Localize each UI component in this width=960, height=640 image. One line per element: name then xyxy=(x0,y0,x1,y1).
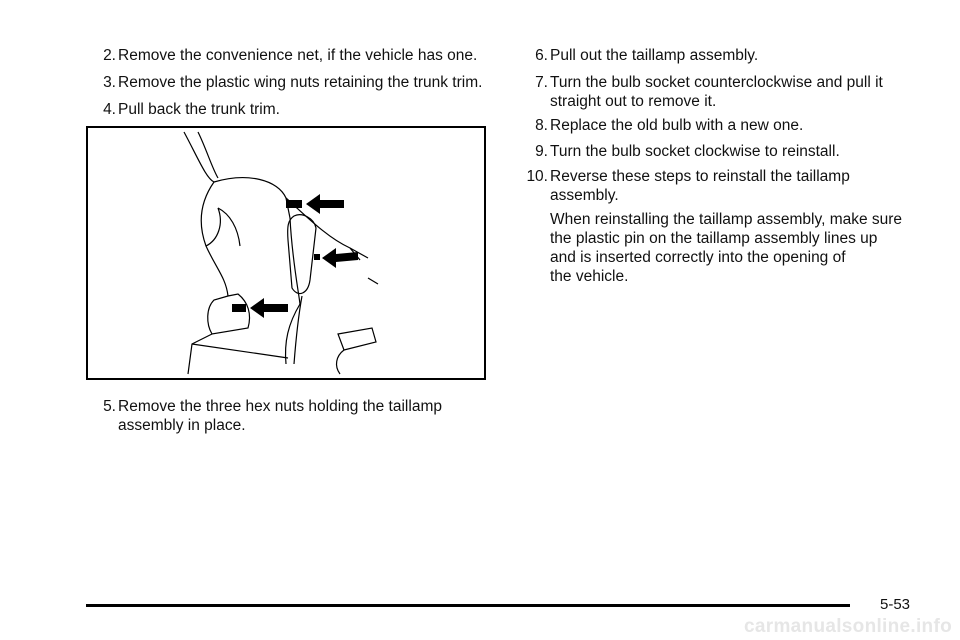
step-number: 6. xyxy=(535,47,548,64)
taillamp-assembly-drawing xyxy=(88,128,484,378)
step-text: Remove the convenience net, if the vehicle has one. xyxy=(118,47,478,64)
step-text: Remove the plastic wing nuts retaining the trunk trim. xyxy=(118,74,483,91)
step-number: 9. xyxy=(535,143,548,160)
step-number: 5. xyxy=(103,398,116,415)
page-number: 5-53 xyxy=(880,596,911,613)
step-number: 7. xyxy=(535,74,548,91)
step-text-line-2: assembly. xyxy=(550,187,619,204)
callout-arrows xyxy=(250,194,358,318)
watermark: carmanualsonline.info xyxy=(744,616,952,637)
step-number: 8. xyxy=(535,117,548,134)
reinstall-note xyxy=(550,210,902,286)
step-text-line-2: assembly in place. xyxy=(118,417,246,434)
step-text-line-1: Turn the bulb socket clockwise to reinstall. xyxy=(550,143,840,160)
step-text: Pull back the trunk trim. xyxy=(118,101,280,118)
taillamp-illustration xyxy=(86,126,486,380)
step-text-line-1: Turn the bulb socket counterclockwise and pull it xyxy=(550,74,883,91)
step-number: 4. xyxy=(103,101,116,118)
step-text-line-1: Reverse these steps to reinstall the taillamp xyxy=(550,168,850,185)
footer-rule xyxy=(86,604,850,607)
step-text-line-1: Pull out the taillamp assembly. xyxy=(550,47,759,64)
step-number: 10. xyxy=(526,168,548,185)
step-number: 2. xyxy=(103,47,116,64)
step-text-line-2: straight out to remove it. xyxy=(550,93,717,110)
step-text-line-1: Replace the old bulb with a new one. xyxy=(550,117,804,134)
note-line: the plastic pin on the taillamp assembly lines up xyxy=(550,230,878,247)
note-line: the vehicle. xyxy=(550,268,629,285)
step-number: 3. xyxy=(103,74,116,91)
note-line: When reinstalling the taillamp assembly, make sure xyxy=(550,211,903,228)
step-text-line-1: Remove the three hex nuts holding the taillamp xyxy=(118,398,442,415)
note-line: and is inserted correctly into the opening of xyxy=(550,249,846,266)
